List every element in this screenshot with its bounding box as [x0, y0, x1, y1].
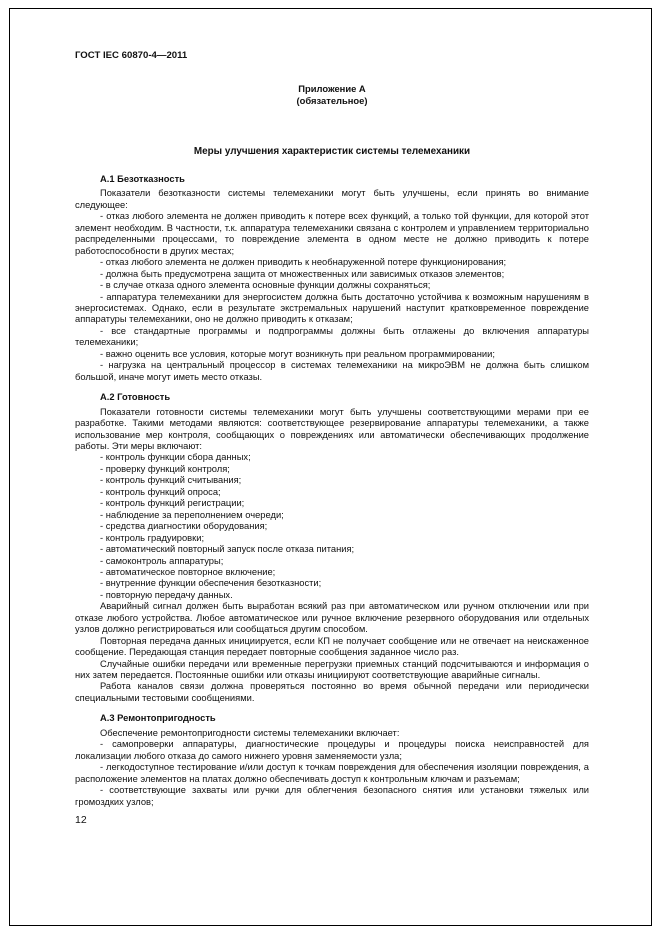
- page-body: [75, 50, 589, 826]
- paragraph: Аварийный сигнал должен быть выработан всякий раз при автоматическом или ручном отключении или при отказе любого устройства. Любое автоматическое или ручное включение резервного оборудования или отдельных узлов должно регистрироваться или сообщаться другим способом.: [75, 601, 589, 635]
- paragraph: Повторная передача данных инициируется, если КП не получает сообщение или не отвечает на неискаженное сообщение. Передающая станция передает повторные сообщения заданное число раз.: [75, 635, 589, 658]
- list-item: - аппаратура телемеханики для энергосистем должна быть достаточно устойчива к возможным нарушениям в энергосистемах. Однако, если в результате экстремальных нарушений наступит кратковременное повреждение аппаратуры телемеханики, оно не должно приводить к отказам;: [75, 291, 589, 325]
- annex-header: [75, 83, 589, 106]
- list-item: - проверку функций контроля;: [100, 463, 230, 474]
- doc-number: ГОСТ IEC 60870-4—2011: [75, 50, 188, 61]
- list-item: - наблюдение за переполнением очереди;: [100, 509, 284, 520]
- paragraph: Работа каналов связи должна проверяться постоянно во время обычной передачи или периодически специальными тестовыми сообщениями.: [75, 681, 589, 703]
- list-item: - отказ любого элемента не должен приводить к необнаруженной потере функционирования;: [100, 257, 507, 268]
- list-item: - соответствующие захваты или ручки для облегчения безопасного снятия или установки тяжелых или громоздких узлов;: [75, 785, 589, 807]
- page-title: Меры улучшения характеристик системы телемеханики: [193, 146, 471, 157]
- paragraph: Случайные ошибки передачи или временные перегрузки приемных станций подсчитываются и информация о них затем передается. Постоянные ошибки или отказы инициируют соответствующие аварийные сигналы.: [75, 658, 589, 681]
- list-item: - контроль функций опроса;: [100, 486, 221, 497]
- list-item: - контроль функции сбора данных;: [100, 452, 251, 463]
- annex-name: Приложение А: [298, 83, 366, 94]
- list-item: - нагрузка на центральный процессор в системах телемеханики на микроЭВМ не должна быть слишком большой, иначе могут иметь место отказы.: [75, 360, 589, 382]
- list-item: - средства диагностики оборудования;: [100, 521, 268, 532]
- list-item: - важно оценить все условия, которые могут возникнуть при реальном программировании;: [100, 348, 495, 359]
- list-item: - контроль функций считывания;: [100, 475, 242, 486]
- list-item: - контроль функций регистрации;: [100, 498, 245, 509]
- list-item: - контроль градуировки;: [100, 532, 205, 543]
- annex-qualifier: (обязательное): [296, 94, 368, 106]
- list-item: - легкодоступное тестирование и/или доступ к точкам повреждения для обеспечения изоляции повреждения, а расположение элементов на платах должно обеспечивать доступ к контрольным ключам и разъемам;: [75, 762, 589, 784]
- paragraph: Показатели безотказности системы телемеханики могут быть улучшены, если принять во внимание следующее:: [75, 188, 589, 210]
- list-item: - самоконтроль аппаратуры;: [100, 555, 224, 566]
- list-item: - автоматический повторный запуск после отказа питания;: [100, 544, 355, 555]
- list-item: - автоматическое повторное включение;: [100, 566, 276, 577]
- list-item: - должна быть предусмотрена защита от множественных или зависимых отказов элементов;: [100, 268, 505, 279]
- list-item: - самопроверки аппаратуры, диагностические процедуры и процедуры поиска неисправностей для локализации любого отказа до самого нижнего уровня заменяемости узла;: [75, 739, 589, 761]
- paragraph: Обеспечение ремонтопригодности системы телемеханики включает:: [100, 727, 400, 738]
- paragraph: Показатели готовности системы телемеханики могут быть улучшены соответствующими мерами при ее разработке. Такими методами являются: соответствующее резервирование аппаратуры телемеханики, а также использование мер контроля, сообщающих о повреждениях или автоматически обеспечивающих продолжение работы. Эти меры включают:: [75, 406, 589, 451]
- list-item: - в случае отказа одного элемента основные функции должны сохраняться;: [100, 280, 431, 291]
- list-item: - повторную передачу данных.: [100, 589, 233, 600]
- list-item: - внутренние функции обеспечения безотказности;: [100, 578, 322, 589]
- list-item: - отказ любого элемента не должен приводить к потере всех функций, а только той функции, для которой этот элемент необходим. В частности, т.к. аппаратура телемеханики связана с контролем и управлением территориально распределенными процессами, то повреждение элемента в одном месте не должно приводить к потере работоспособности в других местах;: [75, 211, 589, 256]
- section-heading: А.3 Ремонтопригодность: [100, 713, 216, 724]
- content-area: [75, 174, 589, 808]
- section-heading: А.2 Готовность: [100, 392, 171, 403]
- page-number: 12: [75, 814, 87, 827]
- list-item: - все стандартные программы и подпрограммы должны быть отлажены до включения аппаратуры телемеханики;: [75, 325, 589, 348]
- section-heading: А.1 Безотказность: [100, 174, 185, 184]
